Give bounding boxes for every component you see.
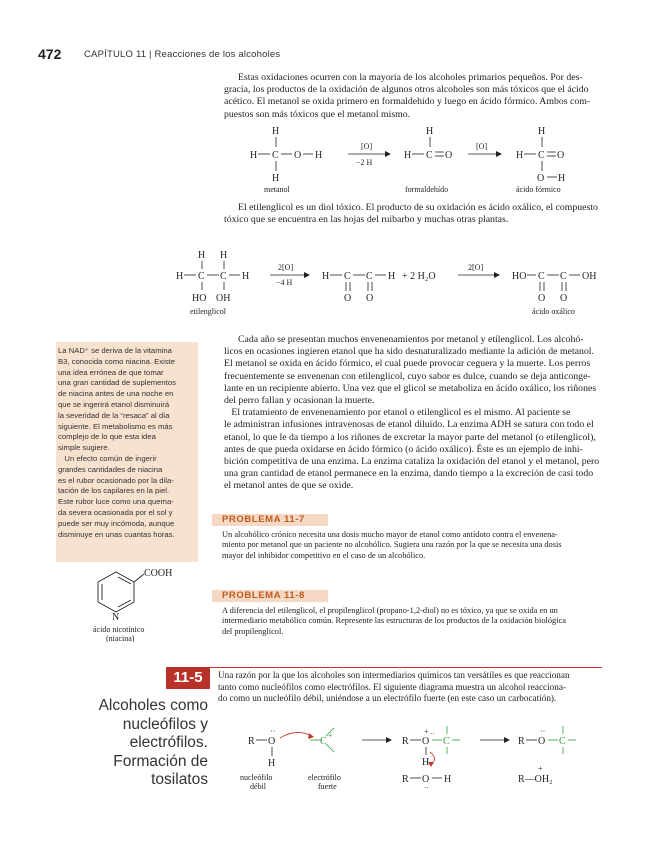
svg-text:H: H — [272, 173, 280, 184]
poisoning-line: El tratamiento de envenenamiento por etanol o etilenglicol es el mismo. Al paciente se — [224, 407, 571, 419]
sidebar-line: grandes cantidades de niacina — [58, 464, 163, 474]
poisoning-line: del perro fallan y ocasionan la muerte. — [224, 395, 375, 407]
label-nucleophile-2: débil — [250, 782, 266, 791]
intro-line: Estas oxidaciones ocurren con la mayoría de los alcoholes primarios pequeños. Por des- — [238, 72, 583, 83]
poisoning-line: licos en ocasiones ingieren etanol que ha sido desnaturalizado mediante la adición de metanol. — [224, 346, 594, 358]
section-line: Una razón por la que los alcoholes son intermediarios químicos tan versátiles es que reaccionan — [218, 670, 570, 680]
poisoning-line: El metanol se oxida en ácido fórmico, el cual puede provocar ceguera y la muerte. Los perros — [224, 358, 591, 370]
poisoning-line: lante en un recipiente abierto. Una vez que el glicol se metaboliza en ácido oxálico, los riñones — [224, 382, 597, 394]
intro-line: gracia, los productos de la oxidación de algunos otros alcoholes son más tóxicos que el ácido — [224, 84, 589, 96]
svg-text:+: + — [538, 764, 543, 773]
product-oxonium: R—OH₂ — [518, 774, 553, 785]
svg-text:C: C — [443, 736, 450, 747]
svg-text:R: R — [402, 736, 409, 747]
svg-text:H: H — [242, 271, 250, 282]
poisoning-line: Cada año se presentan muchos envenenamientos por metanol y etilenglicol. Los alcohó- — [238, 334, 584, 345]
svg-text:H: H — [388, 271, 396, 282]
svg-text:H: H — [538, 126, 546, 137]
sidebar-line: Un efecto común de ingerir — [58, 453, 157, 463]
section-title-line: Alcoholes como — [98, 697, 208, 714]
svg-text:C: C — [220, 271, 227, 282]
sidebar-note-text — [58, 346, 194, 540]
sidebar-line: de niacina antes de una noche en — [58, 389, 174, 399]
svg-text:HO: HO — [512, 271, 527, 282]
poisoning-line: una gran cantidad de etanol permanece en la enzima, dando tiempo a la excreción de casi todo — [224, 468, 594, 480]
svg-text:R: R — [518, 736, 525, 747]
label-electrophile-2: fuerte — [318, 782, 337, 791]
nucleophile-scheme — [238, 722, 608, 800]
svg-text:H: H — [444, 774, 452, 785]
section-line: tanto como nucleófilos como electrófilos. El siguiente diagrama muestra un alcohol reacciona- — [218, 681, 566, 692]
svg-text:··: ·· — [540, 727, 546, 736]
svg-text:H: H — [198, 250, 206, 261]
svg-text:··: ·· — [270, 727, 276, 736]
section-number: 11-5 — [166, 667, 210, 689]
sidebar-line: complejo de lo que esta idea — [58, 432, 156, 442]
svg-text:O: O — [422, 736, 430, 747]
sidebar-line: simple sugiere. — [58, 443, 110, 453]
sidebar-line: que se ingerirá etanol disminuirá — [58, 399, 170, 409]
sidebar-line: una gran cantidad de suplementos — [58, 378, 176, 388]
svg-text:HO: HO — [192, 293, 207, 304]
svg-text:R: R — [402, 774, 409, 785]
niacin-caption-2: (niacina) — [106, 634, 135, 642]
svg-text:H: H — [404, 150, 412, 161]
label-methanol: metanol — [264, 185, 290, 194]
sidebar-line: tación de los capilares en la piel. — [58, 486, 170, 496]
poisoning-line: etanol, lo que le da tiempo a los riñones de excretar la mayor parte del metanol (o etilenglicol), — [224, 431, 596, 443]
plus-water: + 2 H₂O — [402, 271, 436, 282]
problem-7-line: miento por metanol que un paciente no alcohólico. Sugiera una razón por la que se necesita una dosis — [222, 540, 562, 550]
section-title-line: nucleófilos y — [122, 715, 208, 733]
section-paragraph — [218, 670, 602, 705]
svg-text:O: O — [268, 736, 276, 747]
label-nucleophile-1: nucleófilo — [240, 773, 273, 782]
sidebar-line: la severidad de la “resaca” al día — [58, 410, 170, 420]
problem-7-title: PROBLEMA 11-7 — [222, 514, 305, 525]
svg-text:C: C — [198, 271, 205, 282]
svg-text:O: O — [557, 150, 565, 161]
niacin-caption-1: ácido nicotínico — [93, 625, 145, 634]
svg-text:H: H — [422, 757, 430, 768]
svg-text:H: H — [176, 271, 184, 282]
problem-7-line: mayor del inhibidor competitivo en el caso de un alcohólico. — [222, 550, 426, 560]
intro-line: puestos son más tóxicos que el metanol mismo. — [224, 108, 411, 120]
sidebar-line: siguiente. El metabolismo es más — [58, 421, 173, 431]
svg-text:C: C — [344, 271, 351, 282]
label-formic-acid: ácido fórmico — [516, 185, 561, 194]
sidebar-line: La NAD⁺ se deriva de la vitamina — [58, 346, 172, 355]
section-title-line: electrófilos. — [129, 734, 208, 751]
svg-text:C: C — [538, 271, 545, 282]
sidebar-line: da severa ocasionada por el sol y — [58, 507, 173, 517]
svg-text:H: H — [250, 150, 258, 161]
glycol-line: tóxico que se encuentra en las hojas del ruibarbo y muchas otras plantas. — [224, 214, 509, 226]
svg-text:O: O — [538, 293, 546, 304]
problem-8-line: intermediario metabólico común. Represente las estructuras de los productos de la oxidación biológica — [222, 616, 566, 626]
svg-text:O: O — [445, 150, 453, 161]
label-formaldehyde: formaldehído — [405, 185, 449, 194]
section-rule — [210, 667, 602, 668]
chapter-title: CAPÍTULO 11 | Reacciones de los alcoholes — [84, 49, 281, 60]
svg-text:H: H — [516, 150, 524, 161]
sidebar-line: es el rubor ocasionado por la dila- — [58, 475, 174, 485]
svg-text:··: ·· — [430, 730, 435, 738]
svg-text:O: O — [366, 293, 374, 304]
section-title-line: tosilatos — [151, 771, 208, 788]
poisoning-line: el metanol antes de que se oxide. — [224, 480, 354, 492]
svg-text:H: H — [315, 150, 323, 161]
problem-8-text — [222, 606, 602, 637]
svg-text:O: O — [537, 173, 545, 184]
svg-text:C: C — [320, 736, 327, 747]
problem-8-line: del propilenglicol. — [222, 626, 284, 636]
section-title — [58, 697, 208, 790]
svg-text:H: H — [558, 173, 566, 184]
svg-text:C: C — [272, 150, 279, 161]
poisoning-line: le administran infusiones intravenosas de etanol diluido. La enzima ADH se satura con todo el — [224, 419, 594, 431]
svg-text:H: H — [322, 271, 330, 282]
svg-text:O: O — [560, 293, 568, 304]
sidebar-line: disminuye en unas cuantas horas. — [58, 529, 175, 539]
label-oxalic-acid: ácido oxálico — [532, 307, 575, 316]
label-electrophile-1: electrófilo — [308, 773, 341, 782]
reagent-2o-1: 2[O] — [278, 263, 294, 272]
svg-text:R: R — [248, 736, 255, 747]
svg-text:C: C — [538, 150, 545, 161]
intro-line: acético. El metanol se oxida primero en formaldehído y luego en ácido fórmico. Ambos com- — [224, 96, 591, 108]
svg-text:C: C — [559, 736, 566, 747]
svg-text:O: O — [538, 736, 546, 747]
glycol-line: El etilenglicol es un diol tóxico. El producto de su oxidación es ácido oxálico, el compuesto — [238, 202, 598, 213]
sidebar-line: B3, conocida como niacina. Existe — [58, 356, 176, 366]
svg-text:O: O — [344, 293, 352, 304]
svg-text:O: O — [422, 774, 430, 785]
svg-text:OH: OH — [216, 293, 231, 304]
sidebar-line: puede ser muy incómoda, aunque — [58, 518, 175, 528]
niacin-cooh: COOH — [144, 568, 173, 579]
section-title-line: Formación de — [113, 752, 208, 770]
label-ethylene-glycol: etilenglicol — [190, 307, 226, 316]
sidebar-line: una idea errónea de que tomar — [58, 367, 164, 377]
reagent-o-2: [O] — [476, 142, 488, 151]
svg-text:H: H — [272, 126, 280, 137]
intro-paragraph — [224, 72, 602, 121]
poisoning-paragraph — [224, 334, 602, 493]
sidebar-line: Este rubor luce como una quema- — [58, 497, 174, 507]
glycol-paragraph — [224, 202, 602, 226]
svg-text:H: H — [220, 250, 228, 261]
problem-7-line: Un alcohólico crónico necesita una dosis mucho mayor de etanol como antídoto contra el envenena- — [222, 530, 558, 539]
svg-text:H: H — [268, 758, 276, 769]
reagent-minus-2h: −2 H — [356, 158, 373, 167]
glycol-oxidation-scheme — [170, 246, 610, 324]
reagent-minus-4h: −4 H — [276, 278, 293, 287]
problem-8-title: PROBLEMA 11-8 — [222, 590, 305, 601]
svg-text:C: C — [560, 271, 567, 282]
svg-text:C: C — [426, 150, 433, 161]
svg-text:+: + — [328, 731, 333, 740]
svg-text:H: H — [426, 126, 434, 137]
svg-text:O: O — [294, 150, 302, 161]
niacin-structure — [80, 562, 190, 642]
poisoning-line: antes de que pueda oxidarse en ácido fórmico (o ácido oxálico). Éste es un ejemplo de inhi- — [224, 443, 583, 455]
problem-8-line: A diferencia del etilenglicol, el propilenglicol (propano-1,2-diol) no es tóxico, ya que se oxida en un — [222, 606, 558, 615]
reagent-2o-2: 2[O] — [468, 263, 484, 272]
poisoning-line: frecuentemente se envenenan con etilenglicol, cuyo sabor es dulce, cuando se deja anticonge- — [224, 370, 591, 382]
svg-text:OH: OH — [582, 271, 597, 282]
methanol-oxidation-scheme — [230, 124, 610, 196]
page-number: 472 — [38, 46, 62, 62]
niacin-nitrogen: N — [112, 612, 120, 623]
svg-text:+: + — [424, 727, 429, 736]
problem-7-text — [222, 530, 602, 561]
poisoning-line: bición competitiva de una enzima. La enzima cataliza la oxidación del etanol y el metanol, pero — [224, 456, 600, 468]
svg-text:··: ·· — [424, 784, 429, 792]
svg-text:C: C — [366, 271, 373, 282]
section-line: do como un nucleófilo débil, uniéndose a un electrófilo fuerte (en este caso un carbocatión). — [218, 693, 557, 704]
reagent-o-1: [O] — [361, 142, 373, 151]
